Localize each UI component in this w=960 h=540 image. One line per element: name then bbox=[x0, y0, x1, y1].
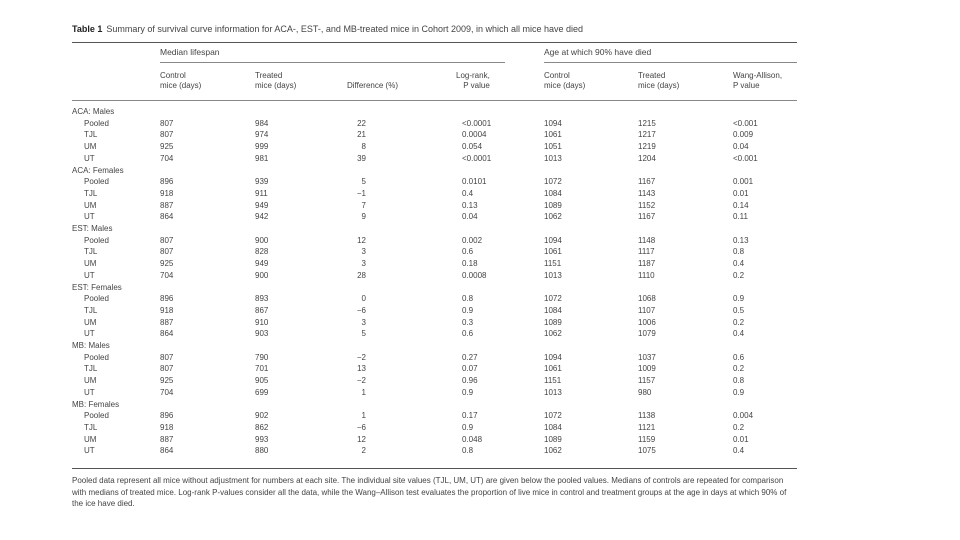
treated-median: 900 bbox=[255, 270, 269, 280]
logrank-p: 0.04 bbox=[462, 212, 478, 222]
treated-age90: 1219 bbox=[638, 142, 656, 152]
header-rule bbox=[72, 100, 797, 101]
control-age90: 1094 bbox=[544, 235, 562, 245]
logrank-p: 0.0004 bbox=[462, 130, 487, 140]
col-header-text: Difference (%) bbox=[347, 81, 398, 90]
col-header-difference bbox=[347, 81, 398, 91]
col-header-text: Control mice (days) bbox=[160, 71, 202, 90]
group-label: ACA: Females bbox=[72, 165, 124, 175]
table-row bbox=[72, 293, 797, 305]
logrank-p: 0.3 bbox=[462, 317, 474, 327]
treated-age90: 1107 bbox=[638, 305, 656, 315]
wang-allison-p: 0.2 bbox=[733, 422, 745, 432]
difference: 21 bbox=[357, 130, 366, 140]
group-row bbox=[72, 165, 797, 177]
treated-age90: 1110 bbox=[638, 270, 655, 280]
site-label: UM bbox=[84, 317, 97, 327]
difference: −2 bbox=[356, 376, 366, 386]
control-age90: 1072 bbox=[544, 177, 562, 187]
wang-allison-p: 0.5 bbox=[733, 305, 745, 315]
treated-age90: 1143 bbox=[638, 188, 656, 198]
logrank-p: 0.6 bbox=[462, 329, 474, 339]
treated-median: 903 bbox=[255, 329, 269, 339]
control-median: 887 bbox=[160, 200, 174, 210]
group-label: EST: Females bbox=[72, 282, 122, 292]
wang-allison-p: <0.001 bbox=[733, 118, 758, 128]
control-age90: 1072 bbox=[544, 411, 562, 421]
difference: 5 bbox=[361, 177, 366, 187]
logrank-p: <0.0001 bbox=[462, 153, 492, 163]
col-header-wang-allison bbox=[733, 71, 782, 91]
table-row bbox=[72, 118, 797, 130]
control-median: 704 bbox=[160, 153, 174, 163]
table-row bbox=[72, 188, 797, 200]
control-median: 896 bbox=[160, 177, 174, 187]
difference: 1 bbox=[361, 411, 366, 421]
treated-median: 880 bbox=[255, 446, 269, 456]
logrank-p: 0.6 bbox=[462, 247, 474, 257]
table-row bbox=[72, 258, 797, 270]
control-median: 887 bbox=[160, 317, 174, 327]
site-label: TJL bbox=[84, 305, 98, 315]
site-label: TJL bbox=[84, 364, 98, 374]
logrank-p: 0.9 bbox=[462, 387, 474, 397]
treated-age90: 1068 bbox=[638, 294, 656, 304]
group-label: MB: Females bbox=[72, 399, 120, 409]
difference: 0 bbox=[361, 294, 366, 304]
treated-age90: 1217 bbox=[638, 130, 656, 140]
col-header-text: Treated mice (days) bbox=[255, 71, 297, 90]
treated-age90: 1079 bbox=[638, 329, 656, 339]
control-median: 918 bbox=[160, 305, 174, 315]
difference: 9 bbox=[361, 212, 366, 222]
site-label: UT bbox=[84, 329, 95, 339]
logrank-p: <0.0001 bbox=[462, 118, 492, 128]
difference: 1 bbox=[361, 387, 366, 397]
table-footnote: Pooled data represent all mice without adjustment for numbers at each site. The individual site values (TJL, UM, UT) are given below the pooled values. Medians of controls are repeated for comparison with medians of treated mice. Log-rank P-values consider all the data, while the Wang–Allison test evaluates the proportion of live mice in control and treatment groups at the age in days at which 90% of the ice have died. bbox=[72, 476, 787, 508]
control-age90: 1084 bbox=[544, 188, 562, 198]
treated-median: 942 bbox=[255, 212, 269, 222]
table-row bbox=[72, 422, 797, 434]
logrank-p: 0.18 bbox=[462, 259, 478, 269]
treated-age90: 1148 bbox=[638, 235, 656, 245]
logrank-p: 0.048 bbox=[462, 434, 483, 444]
control-age90: 1084 bbox=[544, 305, 562, 315]
difference: 2 bbox=[361, 446, 366, 456]
control-median: 807 bbox=[160, 352, 174, 362]
group-row bbox=[72, 223, 797, 235]
logrank-p: 0.9 bbox=[462, 422, 474, 432]
logrank-p: 0.17 bbox=[462, 411, 478, 421]
treated-median: 790 bbox=[255, 352, 269, 362]
difference: 5 bbox=[361, 329, 366, 339]
table-row bbox=[72, 328, 797, 340]
treated-age90: 1187 bbox=[638, 259, 656, 269]
site-label: TJL bbox=[84, 130, 98, 140]
table-label: Table 1 bbox=[72, 24, 103, 34]
treated-age90: 1152 bbox=[638, 200, 656, 210]
wang-allison-p: 0.4 bbox=[733, 446, 745, 456]
site-label: TJL bbox=[84, 422, 98, 432]
control-median: 864 bbox=[160, 446, 174, 456]
table-row bbox=[72, 317, 797, 329]
control-age90: 1013 bbox=[544, 153, 562, 163]
control-age90: 1062 bbox=[544, 329, 562, 339]
difference: 28 bbox=[357, 270, 366, 280]
col-header-text: Treated mice (days) bbox=[638, 71, 680, 90]
top-rule bbox=[72, 42, 797, 43]
table-row bbox=[72, 375, 797, 387]
group-label: MB: Males bbox=[72, 341, 110, 350]
group-row bbox=[72, 340, 797, 352]
site-label: UM bbox=[84, 259, 97, 269]
control-median: 887 bbox=[160, 434, 174, 444]
treated-age90: 1117 bbox=[638, 247, 655, 257]
site-label: UT bbox=[84, 387, 95, 397]
table-row bbox=[72, 211, 797, 223]
treated-median: 939 bbox=[255, 177, 269, 187]
difference: 13 bbox=[357, 364, 366, 374]
treated-median: 867 bbox=[255, 305, 269, 315]
site-label: Pooled bbox=[84, 294, 109, 304]
logrank-p: 0.4 bbox=[462, 188, 474, 198]
logrank-p: 0.0008 bbox=[462, 270, 487, 280]
treated-age90: 1159 bbox=[638, 434, 656, 444]
site-label: UT bbox=[84, 212, 95, 222]
control-median: 925 bbox=[160, 376, 174, 386]
site-label: TJL bbox=[84, 247, 98, 257]
control-median: 925 bbox=[160, 142, 174, 152]
wang-allison-p: 0.2 bbox=[733, 270, 745, 280]
wang-allison-p: <0.001 bbox=[733, 153, 758, 163]
site-label: UT bbox=[84, 270, 95, 280]
col-header-treated-90 bbox=[638, 71, 679, 91]
group-rule-age bbox=[544, 62, 797, 63]
table-row bbox=[72, 200, 797, 212]
treated-age90: 1215 bbox=[638, 118, 656, 128]
table-row bbox=[72, 176, 797, 188]
col-header-text: Wang-Allison, P value bbox=[733, 71, 783, 90]
treated-median: 984 bbox=[255, 118, 269, 128]
site-label: TJL bbox=[84, 188, 98, 198]
treated-age90: 1075 bbox=[638, 446, 656, 456]
control-median: 896 bbox=[160, 294, 174, 304]
wang-allison-p: 0.04 bbox=[733, 142, 749, 152]
table-row bbox=[72, 246, 797, 258]
control-age90: 1051 bbox=[544, 142, 562, 152]
treated-median: 999 bbox=[255, 142, 269, 152]
wang-allison-p: 0.13 bbox=[733, 235, 749, 245]
wang-allison-p: 0.9 bbox=[733, 387, 745, 397]
control-age90: 1094 bbox=[544, 118, 562, 128]
site-label: UM bbox=[84, 376, 97, 386]
table-caption-text: Summary of survival curve information for ACA-, EST-, and MB-treated mice in Cohort 2009, in which all mice have died bbox=[106, 24, 584, 34]
group-rule-median bbox=[160, 62, 505, 63]
treated-age90: 1006 bbox=[638, 317, 656, 327]
treated-median: 862 bbox=[255, 422, 269, 432]
site-label: Pooled bbox=[84, 411, 109, 421]
control-median: 918 bbox=[160, 188, 174, 198]
wang-allison-p: 0.009 bbox=[733, 130, 754, 140]
control-age90: 1089 bbox=[544, 434, 562, 444]
table-row bbox=[72, 363, 797, 375]
treated-median: 993 bbox=[255, 434, 269, 444]
control-median: 918 bbox=[160, 422, 174, 432]
treated-age90: 1009 bbox=[638, 364, 656, 374]
control-median: 807 bbox=[160, 364, 174, 374]
difference: 8 bbox=[361, 142, 366, 152]
wang-allison-p: 0.01 bbox=[733, 188, 749, 198]
col-header-text: Log-rank, P value bbox=[456, 71, 490, 90]
treated-age90: 1121 bbox=[638, 422, 656, 432]
site-label: Pooled bbox=[84, 352, 109, 362]
treated-age90: 980 bbox=[638, 387, 652, 397]
site-label: Pooled bbox=[84, 118, 109, 128]
control-age90: 1062 bbox=[544, 212, 562, 222]
difference: 3 bbox=[361, 259, 366, 269]
control-age90: 1061 bbox=[544, 364, 562, 374]
wang-allison-p: 0.001 bbox=[733, 177, 754, 187]
group-row bbox=[72, 282, 797, 294]
control-age90: 1062 bbox=[544, 446, 562, 456]
site-label: UT bbox=[84, 446, 95, 456]
treated-median: 900 bbox=[255, 235, 269, 245]
control-age90: 1094 bbox=[544, 352, 562, 362]
site-label: Pooled bbox=[84, 235, 109, 245]
difference: −1 bbox=[356, 188, 366, 198]
col-header-control-median bbox=[160, 71, 201, 91]
site-label: UM bbox=[84, 142, 97, 152]
logrank-p: 0.8 bbox=[462, 294, 474, 304]
treated-age90: 1204 bbox=[638, 153, 656, 163]
treated-median: 949 bbox=[255, 259, 269, 269]
site-label: UM bbox=[84, 200, 97, 210]
group-row bbox=[72, 106, 797, 118]
logrank-p: 0.13 bbox=[462, 200, 478, 210]
wang-allison-p: 0.4 bbox=[733, 259, 745, 269]
wang-allison-p: 0.6 bbox=[733, 352, 745, 362]
control-median: 807 bbox=[160, 118, 174, 128]
table-row bbox=[72, 410, 797, 422]
table-row bbox=[72, 305, 797, 317]
difference: 3 bbox=[361, 247, 366, 257]
site-label: UM bbox=[84, 434, 97, 444]
logrank-p: 0.07 bbox=[462, 364, 478, 374]
wang-allison-p: 0.2 bbox=[733, 317, 745, 327]
treated-age90: 1157 bbox=[638, 376, 656, 386]
table-row bbox=[72, 445, 797, 457]
logrank-p: 0.054 bbox=[462, 142, 483, 152]
logrank-p: 0.96 bbox=[462, 376, 478, 386]
control-median: 864 bbox=[160, 212, 174, 222]
logrank-p: 0.002 bbox=[462, 235, 483, 245]
col-header-text: Control mice (days) bbox=[544, 71, 586, 90]
wang-allison-p: 0.8 bbox=[733, 247, 745, 257]
wang-allison-p: 0.004 bbox=[733, 411, 754, 421]
treated-median: 974 bbox=[255, 130, 269, 140]
site-label: UT bbox=[84, 153, 95, 163]
wang-allison-p: 0.4 bbox=[733, 329, 745, 339]
control-median: 704 bbox=[160, 270, 174, 280]
wang-allison-p: 0.9 bbox=[733, 294, 745, 304]
group-header-median-lifespan: Median lifespan bbox=[160, 47, 220, 57]
table-caption bbox=[72, 24, 583, 34]
control-median: 864 bbox=[160, 329, 174, 339]
treated-age90: 1167 bbox=[638, 212, 656, 222]
difference: 39 bbox=[357, 153, 366, 163]
treated-median: 699 bbox=[255, 387, 269, 397]
logrank-p: 0.0101 bbox=[462, 177, 487, 187]
control-median: 925 bbox=[160, 259, 174, 269]
group-label: ACA: Males bbox=[72, 107, 115, 116]
wang-allison-p: 0.8 bbox=[733, 376, 745, 386]
difference: 7 bbox=[361, 200, 366, 210]
table-row bbox=[72, 129, 797, 141]
treated-median: 902 bbox=[255, 411, 269, 421]
difference: −2 bbox=[356, 352, 366, 362]
wang-allison-p: 0.14 bbox=[733, 200, 749, 210]
col-header-control-90 bbox=[544, 71, 585, 91]
difference: 3 bbox=[361, 317, 366, 327]
bottom-rule bbox=[72, 468, 797, 469]
table-row bbox=[72, 387, 797, 399]
site-label: Pooled bbox=[84, 177, 109, 187]
treated-median: 828 bbox=[255, 247, 269, 257]
group-label: EST: Males bbox=[72, 224, 113, 233]
control-age90: 1089 bbox=[544, 317, 562, 327]
logrank-p: 0.8 bbox=[462, 446, 474, 456]
table-row bbox=[72, 352, 797, 364]
control-median: 807 bbox=[160, 235, 174, 245]
treated-median: 949 bbox=[255, 200, 269, 210]
control-age90: 1072 bbox=[544, 294, 562, 304]
treated-age90: 1167 bbox=[638, 177, 656, 187]
difference: 12 bbox=[357, 434, 366, 444]
control-age90: 1061 bbox=[544, 130, 562, 140]
control-median: 704 bbox=[160, 387, 174, 397]
difference: −6 bbox=[356, 422, 366, 432]
control-median: 807 bbox=[160, 130, 174, 140]
difference: −6 bbox=[356, 305, 366, 315]
col-header-treated-median bbox=[255, 71, 296, 91]
treated-median: 911 bbox=[255, 188, 268, 198]
wang-allison-p: 0.11 bbox=[733, 212, 748, 222]
difference: 22 bbox=[357, 118, 366, 128]
group-header-age-90: Age at which 90% have died bbox=[544, 47, 652, 57]
difference: 12 bbox=[357, 235, 366, 245]
wang-allison-p: 0.2 bbox=[733, 364, 745, 374]
wang-allison-p: 0.01 bbox=[733, 434, 749, 444]
treated-age90: 1037 bbox=[638, 352, 656, 362]
group-row bbox=[72, 399, 797, 411]
col-header-logrank bbox=[456, 71, 490, 91]
table-row bbox=[72, 270, 797, 282]
control-age90: 1151 bbox=[544, 376, 562, 386]
table-row bbox=[72, 153, 797, 165]
logrank-p: 0.27 bbox=[462, 352, 478, 362]
table-row bbox=[72, 235, 797, 247]
table-row bbox=[72, 141, 797, 153]
treated-median: 905 bbox=[255, 376, 269, 386]
treated-median: 981 bbox=[255, 153, 269, 163]
control-age90: 1084 bbox=[544, 422, 562, 432]
control-age90: 1061 bbox=[544, 247, 562, 257]
control-age90: 1013 bbox=[544, 270, 562, 280]
treated-median: 893 bbox=[255, 294, 269, 304]
table-row bbox=[72, 434, 797, 446]
control-age90: 1089 bbox=[544, 200, 562, 210]
treated-median: 910 bbox=[255, 317, 269, 327]
control-age90: 1151 bbox=[544, 259, 562, 269]
control-median: 807 bbox=[160, 247, 174, 257]
treated-age90: 1138 bbox=[638, 411, 656, 421]
logrank-p: 0.9 bbox=[462, 305, 474, 315]
control-age90: 1013 bbox=[544, 387, 562, 397]
treated-median: 701 bbox=[255, 364, 269, 374]
control-median: 896 bbox=[160, 411, 174, 421]
